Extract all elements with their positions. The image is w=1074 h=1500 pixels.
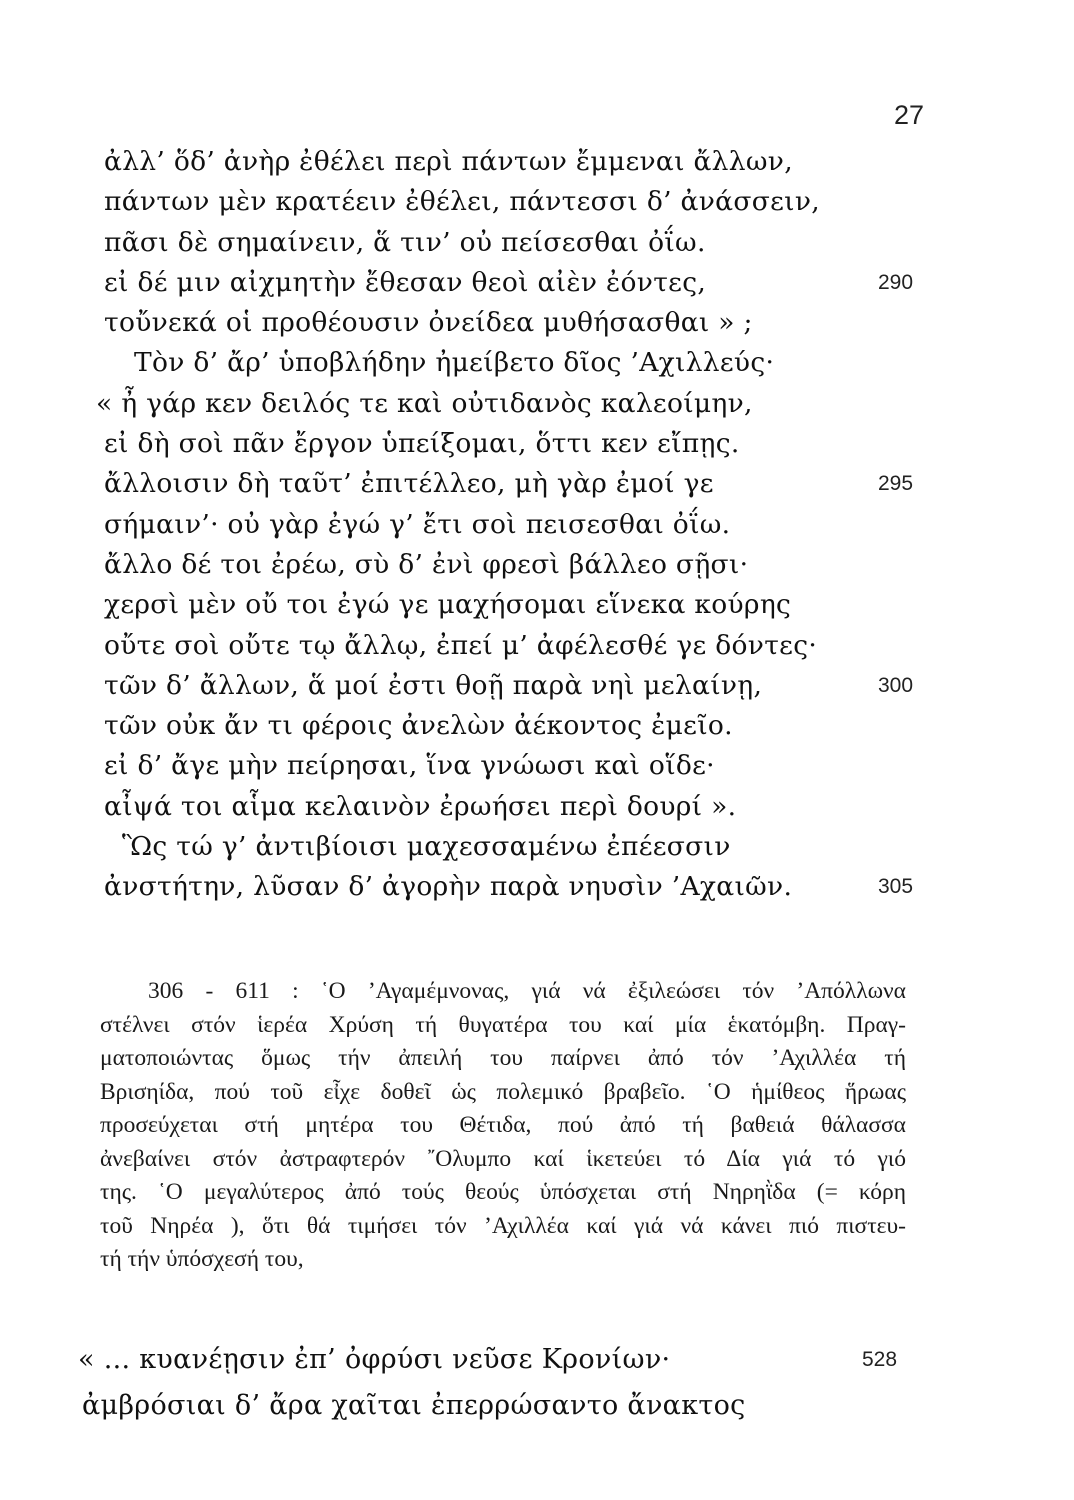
summary-line: τή τήν ὑπόσχεσή του,	[100, 1246, 304, 1272]
verse-text: Ὣς τώ γ’ ἀντιβίοισι μαχεσσαμένω ἐπέεσσιν	[122, 831, 731, 863]
line-number: 528	[862, 1348, 898, 1371]
verse-line	[0, 182, 1074, 222]
verse-text: ἄλλο δέ τοι ἐρέω, σὺ δ’ ἐνὶ φρεσὶ βάλλεο σῇσι·	[104, 548, 749, 580]
line-number: 305	[878, 875, 914, 899]
verse-line	[0, 142, 1074, 182]
verse-text: ἀνστήτην, λῦσαν δ’ ἀγορὴν παρὰ νηυσὶν ’Αχαιῶν.	[104, 871, 793, 903]
verse-block	[0, 142, 1074, 908]
page-number: 27	[893, 100, 924, 130]
quote-text: ἀμβρόσιαι δ’ ἄρα χαῖται ἐπερρώσαντο ἄνακτος	[82, 1390, 746, 1421]
summary-line: της. ῾Ο μεγαλύτερος ἀπό τούς θεούς ὑπόσχεται στή Νηρηῒδα (= κόρη	[100, 1179, 906, 1205]
verse-line	[0, 746, 1074, 786]
verse-text: τοὔνεκά οἱ προθέουσιν ὀνείδεα μυθήσασθαι » ;	[104, 307, 753, 339]
verse-text: ἀλλ’ ὅδ’ ἀνὴρ ἐθέλει περὶ πάντων ἔμμεναι ἄλλων,	[104, 146, 793, 177]
verse-text: αἶψά τοι αἷμα κελαινὸν ἐρωήσει περὶ δουρί ».	[104, 790, 737, 822]
verse-text: πᾶσι δὲ σημαίνειν, ἅ τιν’ οὐ πείσεσθαι ὀΐω.	[104, 226, 706, 258]
commentary-summary	[100, 975, 906, 1277]
verse-line	[0, 424, 1074, 464]
verse-line	[0, 626, 1074, 666]
verse-line	[0, 787, 1074, 827]
verse-text: σήμαιν’· οὐ γὰρ ἐγώ γ’ ἔτι σοὶ πεισεσθαι ὀΐω.	[104, 508, 731, 540]
verse-line	[0, 263, 1074, 303]
verse-text: χερσὶ μὲν οὔ τοι ἐγώ γε μαχήσομαι εἵνεκα κούρης	[104, 589, 792, 621]
verse-text: « ἦ γάρ κεν δειλός τε καὶ οὐτιδανὸς καλεοίμην,	[96, 387, 753, 419]
verse-text: εἰ δὴ σοὶ πᾶν ἔργον ὑπείξομαι, ὅττι κεν εἴπῃς.	[104, 428, 740, 460]
verse-line	[0, 384, 1074, 424]
line-number: 290	[878, 270, 914, 294]
quote-text: « ... κυανέῃσιν ἐπ’ ὀφρύσι νεῦσε Κρονίων·	[78, 1344, 671, 1375]
verse-text: εἰ δέ μιν αἰχμητὴν ἔθεσαν θεοὶ αἰὲν ἐόντες,	[104, 266, 707, 298]
line-number: 295	[878, 472, 914, 496]
verse-line	[0, 545, 1074, 585]
verse-line	[0, 505, 1074, 545]
quote-line	[0, 1337, 1074, 1383]
line-number: 300	[878, 673, 914, 697]
summary-line: ἀνεβαίνει στόν ἀστραφτερόν ῎Ολυμπο καί ἱκετεύει τό Δία γιά τό γιό	[100, 1145, 906, 1172]
verse-text: εἰ δ’ ἄγε μὴν πείρησαι, ἵνα γνώωσι καὶ οἵδε·	[104, 750, 715, 782]
summary-line: προσεύχεται στή μητέρα του Θέτιδα, πού ἀπό τή βαθειά θάλασσα	[100, 1112, 906, 1138]
summary-line: Βρισηίδα, πού τοῦ εἶχε δοθεῖ ὡς πολεμικό βραβεῖο. ῾Ο ἡμίθεος ἥρωας	[100, 1078, 906, 1105]
verse-text: τῶν οὐκ ἄν τι φέροις ἀνελὼν ἀέκοντος ἐμεῖο.	[104, 710, 733, 742]
summary-line: ματοποιώντας ὅμως τήν ἀπειλή του παίρνει ἀπό τόν ’Αχιλλέα τή	[100, 1045, 906, 1071]
verse-text: Τὸν δ’ ἄρ’ ὑποβλήδην ἠμείβετο δῖος ’Αχιλλεύς·	[134, 347, 775, 379]
verse-line	[0, 223, 1074, 263]
verse-line	[0, 666, 1074, 706]
verse-line	[0, 867, 1074, 907]
quote-block	[0, 1337, 1074, 1429]
verse-text: τῶν δ’ ἄλλων, ἅ μοί ἐστι θοῇ παρὰ νηὶ μελαίνῃ,	[104, 669, 763, 701]
verse-text: οὔτε σοὶ οὔτε τῳ ἄλλῳ, ἐπεί μ’ ἀφέλεσθέ γε δόντες·	[104, 629, 818, 661]
verse-text: ἄλλοισιν δὴ ταῦτ’ ἐπιτέλλεο, μὴ γὰρ ἐμοί γε	[104, 468, 714, 500]
quote-line	[0, 1383, 1074, 1429]
verse-line	[0, 706, 1074, 746]
summary-line: τοῦ Νηρέα ), ὅτι θά τιμήσει τόν ’Αχιλλέα καί γιά νά κάνει πιό πιστευ-	[100, 1212, 906, 1239]
verse-line	[0, 827, 1074, 867]
summary-line: 306 - 611 : ῾Ο ’Αγαμέμνονας, γιά νά ἐξιλεώσει τόν ’Απόλλωνα	[148, 978, 906, 1004]
verse-text: πάντων μὲν κρατέειν ἐθέλει, πάντεσσι δ’ ἀνάσσειν,	[104, 186, 820, 218]
summary-line: στέλνει στόν ἱερέα Χρύση τή θυγατέρα του καί μία ἑκατόμβη. Πραγ-	[100, 1011, 906, 1038]
verse-line	[0, 303, 1074, 343]
verse-line	[0, 585, 1074, 625]
verse-line	[0, 464, 1074, 504]
verse-line	[0, 343, 1074, 383]
